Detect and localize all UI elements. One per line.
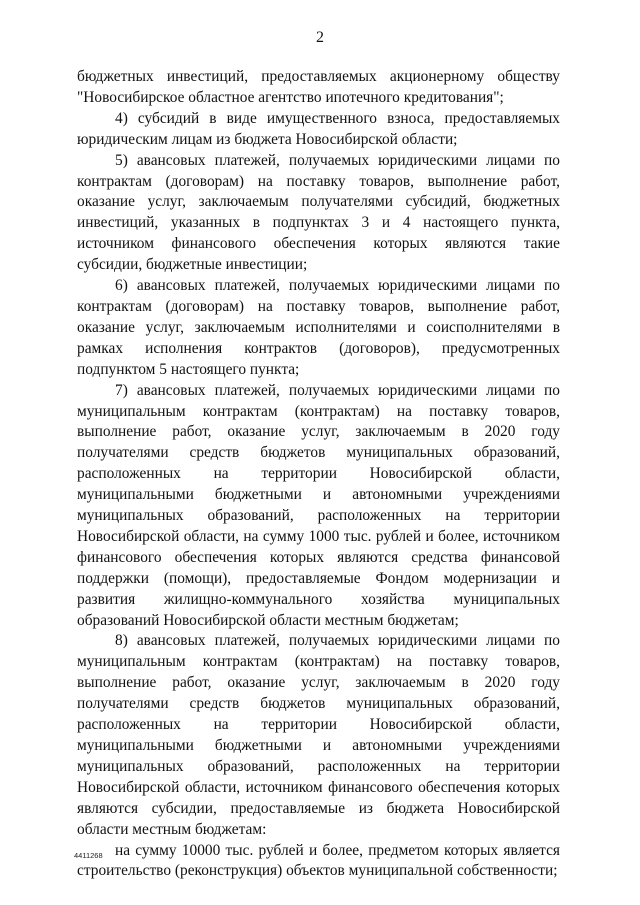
- paragraph-continuation: бюджетных инвестиций, предоставляемых акционерному обществу "Новосибирское областное агентство ипотечного кредитования";: [77, 68, 560, 106]
- paragraph-item-7: 7) авансовых платежей, получаемых юридическими лицами по муниципальным контрактам (контрактам) на поставку товаров, выполнение работ, оказание услуг, заключаемым в 2020 году получателями средств бюджетов муниципальных образований, расположенных на территории Новосибирской области, муниципальными бюджетными и автономными учреждениями муниципальных образований, расположенных на территории Новосибирской области, на сумму 1000 тыс. рублей и более, источником финансового обеспечения которых являются средства финансовой поддержки (помощи), предоставляемые Фондом модернизации и развития жилищно-коммунального хозяйства муниципальных образований Новосибирской области местным бюджетам;: [77, 381, 560, 629]
- paragraph-item-8-subclause: на сумму 10000 тыс. рублей и более, предметом которых является строительство (реконструкция) объектов муниципальной собственности;: [77, 841, 560, 880]
- paragraph-item-5: 5) авансовых платежей, получаемых юридическими лицами по контрактам (договорам) на поставку товаров, выполнение работ, оказание услуг, заключаемым получателями субсидий, бюджетных инвестиций, указанных в подпунктах 3 и 4 настоящего пункта, источником финансового обеспечения которых являются такие субсидии, бюджетные инвестиции;: [77, 151, 560, 274]
- paragraph-item-4: 4) субсидий в виде имущественного взноса, предоставляемых юридическим лицам из бюджета Новосибирской области;: [77, 109, 560, 148]
- page-number: 2: [316, 29, 324, 46]
- document-body: [77, 67, 560, 882]
- document-code: 4411268: [74, 851, 103, 860]
- paragraph-item-8: 8) авансовых платежей, получаемых юридическими лицами по муниципальным контрактам (контрактам) на поставку товаров, выполнение работ, оказание услуг, заключаемым в 2020 году получателями средств бюджетов муниципальных образований, расположенных на территории Новосибирской области, муниципальными бюджетными и автономными учреждениями муниципальных образований, расположенных на территории Новосибирской области, источником финансового обеспечения которых являются субсидии, предоставляемые из бюджета Новосибирской области местным бюджетам:: [77, 632, 560, 838]
- paragraph-item-6: 6) авансовых платежей, получаемых юридическими лицами по контрактам (договорам) на поставку товаров, выполнение работ, оказание услуг, заключаемым исполнителями и соисполнителями в рамках исполнения контрактов (договоров), предусмотренных подпунктом 5 настоящего пункта;: [77, 277, 560, 378]
